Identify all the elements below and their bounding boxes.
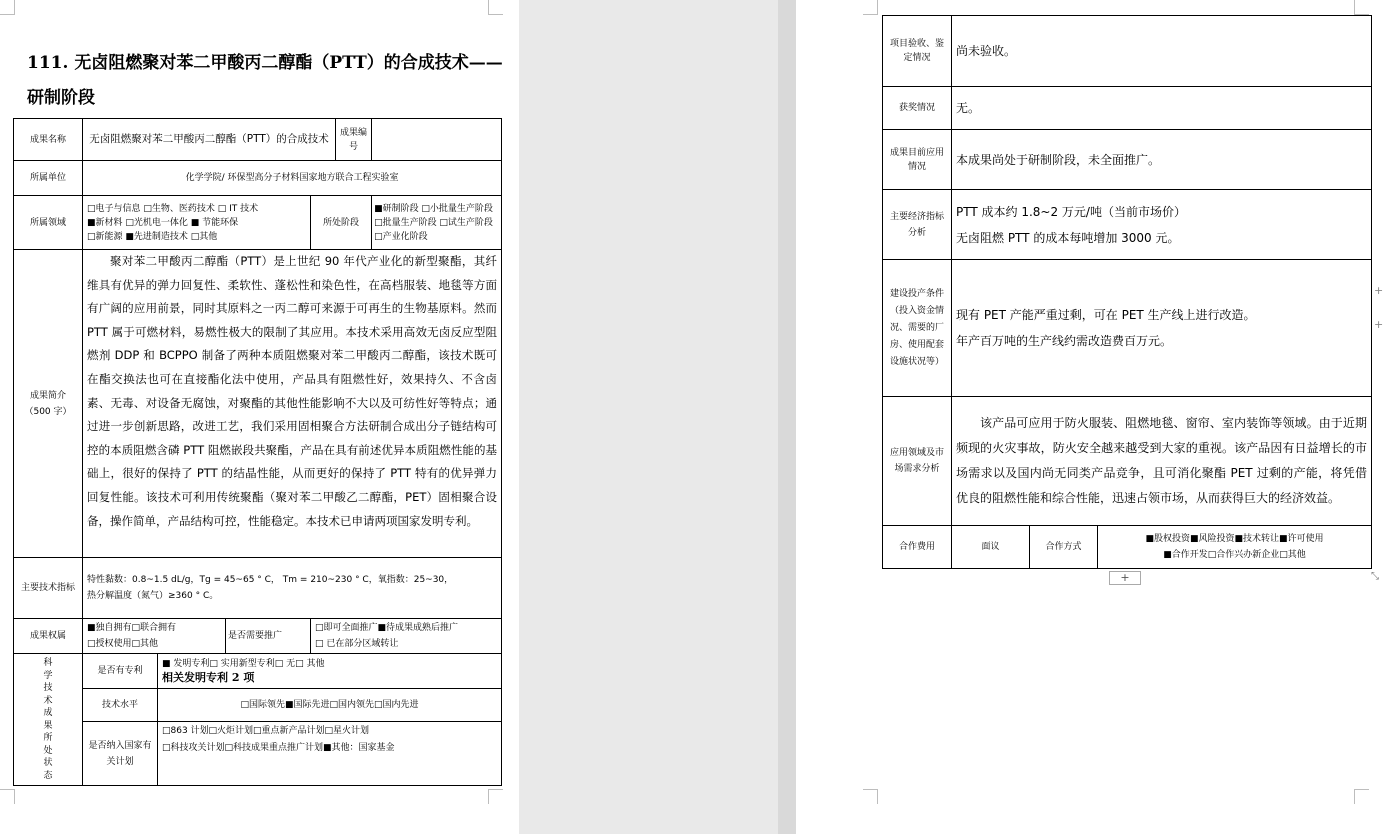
accept-value[interactable]: 尚未验收。 <box>952 16 1372 87</box>
promo-line: □即可全面推广■待成果成熟后推广 <box>315 623 459 633</box>
stage-line: ■研制阶段 □小批量生产阶段 <box>374 203 493 214</box>
patent-options[interactable] <box>158 654 502 689</box>
invest-label: 建设投产条件（投入资金情况、需要的厂房、使用配套设施状况等） <box>883 260 952 397</box>
intro-label: 成果简介（500 字） <box>14 250 83 558</box>
econ-line: PTT 成本约 1.8~2 万元/吨（当前市场价） <box>956 204 1186 219</box>
promo-label: 是否需要推广 <box>226 619 311 654</box>
app-value[interactable]: 本成果尚处于研制阶段，未全面推广。 <box>952 130 1372 190</box>
unit-value[interactable]: 化学学院/ 环保型高分子材料国家地方联合工程实验室 <box>83 161 502 196</box>
crop-mark <box>488 789 503 804</box>
crop-mark <box>863 789 878 804</box>
intro-text[interactable]: 聚对苯二甲酸丙二醇酯（PTT）是上世纪 90 年代产业化的新型聚酯，其纤维具有优异的弹力回复性、柔软性、蓬松性和染色性，在高档服装、地毯等方面有广阔的应用前景，同时其原料之一丙二醇可来源于可再生的生物基原料。然而 PTT 属于可燃材料，易燃性极大的限制了其应用。本技术采用高效无卤反应型阻燃剂 DDP 和 BCPPO 制备了两种本质阻燃聚对苯二甲酸丙二醇酯，该技术既可在酯交换法也可在直接酯化法中使用，产品具有阻燃性好，效果持久、不含卤素、无毒、对设备无腐蚀，对聚酯的其他性能影响不大以及可纺性好等特点；通过进一步创新思路，改进工艺，我们采用固相聚合方法研制合成出分子链结构可控的本质阻燃含磷 PTT 阻燃嵌段共聚酯，产品在具有前述优异本质阻燃性能的基础上，很好的保持了 PTT 的结晶性能，从而更好的保持了 PTT 特有的优异弹力回复性能。该技术可利用传统聚酯（聚对苯二甲酸乙二醇酯，PET）固相聚合设备，操作简单，产品结构可控，性能稳定。本技术已申请两项国家发明专利。 <box>83 250 502 558</box>
crop-mark <box>863 0 878 15</box>
tech-line: 热分解温度（氮气）≥360 ° C。 <box>87 591 219 601</box>
invest-line: 年产百万吨的生产线约需改造费百万元。 <box>956 334 1173 348</box>
field-options[interactable] <box>83 196 311 250</box>
crop-mark <box>488 0 503 15</box>
coop-options[interactable] <box>1098 526 1372 569</box>
crop-mark <box>0 0 15 15</box>
level-options[interactable]: □国际领先■国际先进□国内领先□国内先进 <box>158 689 502 722</box>
name-value[interactable]: 无卤阻燃聚对苯二甲酸丙二醇酯（PTT）的合成技术 <box>83 119 336 161</box>
rights-line: ■独自拥有□联合拥有 <box>87 623 177 633</box>
stage-options[interactable] <box>372 196 502 250</box>
coop-label: 合作方式 <box>1030 526 1098 569</box>
field-line: ■新材料 □光机电一体化 ■ 节能环保 <box>87 217 239 228</box>
fee-value[interactable]: 面议 <box>952 526 1030 569</box>
document-title: 111. 无卤阻燃聚对苯二甲酸丙二醇酯（PTT）的合成技术——研制阶段 <box>27 53 503 108</box>
rights-line: □授权使用□其他 <box>87 639 159 649</box>
crop-mark <box>1354 789 1369 804</box>
tech-line: 特性黏数：0.8~1.5 dL/g，Tg = 45~65 ° C， Tm = 210~230 ° C，氧指数：25~30， <box>87 575 454 585</box>
market-value[interactable]: 该产品可应用于防火服装、阻燃地毯、窗帘、室内装饰等领域。由于近期频现的火灾事故，防火安全越来越受到大家的重视。该产品因有日益增长的市场需求以及国内尚无同类产品竞争，且可消化聚酯 PET 过剩的产能，将凭借优良的阻燃性能和综合性能，迅速占领市场，从而获得巨大的经济效益。 <box>952 397 1372 526</box>
code-label: 成果编号 <box>336 119 372 161</box>
patent-line: ■ 发明专利□ 实用新型专利□ 无□ 其他 <box>162 659 325 669</box>
stage-label: 所处阶段 <box>311 196 372 250</box>
add-row-button[interactable]: + <box>1109 571 1141 585</box>
promo-line: □ 已在部分区域转让 <box>315 639 399 649</box>
rights-label: 成果权属 <box>14 619 83 654</box>
patent-label: 是否有专利 <box>83 654 158 689</box>
tech-label: 主要技术指标 <box>14 558 83 619</box>
name-label: 成果名称 <box>14 119 83 161</box>
tech-value[interactable] <box>83 558 502 619</box>
table-resize-icon[interactable]: ⤡ <box>1371 571 1379 582</box>
field-line: □新能源 ■先进制造技术 □其他 <box>87 231 218 242</box>
invest-line: 现有 PET 产能严重过剩，可在 PET 生产线上进行改造。 <box>956 308 1256 322</box>
status-label-cell <box>14 654 83 786</box>
crop-mark <box>1354 0 1369 15</box>
field-line: □电子与信息 □生物、医药技术 □ IT 技术 <box>87 203 259 214</box>
coop-line: ■股权投资■风险投资■技术转让■许可使用 <box>1145 534 1324 544</box>
crop-mark <box>0 789 15 804</box>
status-label: 科学技术成果所处状态 <box>43 658 53 781</box>
level-label: 技术水平 <box>83 689 158 722</box>
econ-value[interactable] <box>952 190 1372 260</box>
econ-line: 无卤阻燃 PTT 的成本每吨增加 3000 元。 <box>956 230 1180 245</box>
plan-line: □科技攻关计划□科技成果重点推广计划■其他：国家基金 <box>162 743 395 753</box>
stage-line: □产业化阶段 <box>374 231 428 242</box>
unit-label: 所属单位 <box>14 161 83 196</box>
code-value[interactable] <box>372 119 502 161</box>
app-label: 成果目前应用情况 <box>883 130 952 190</box>
page-gap <box>778 0 796 834</box>
accept-label: 项目验收、鉴定情况 <box>883 16 952 87</box>
rights-options[interactable] <box>83 619 226 654</box>
market-label: 应用领域及市场需求分析 <box>883 397 952 526</box>
patent-count: 相关发明专利 2 项 <box>162 671 255 684</box>
plan-label: 是否纳入国家有关计划 <box>83 722 158 786</box>
add-column-icon[interactable]: + <box>1374 318 1383 331</box>
add-column-icon[interactable]: + <box>1374 284 1383 297</box>
coop-line: ■合作开发□合作兴办新企业□其他 <box>1163 550 1306 560</box>
achievement-table-continued <box>882 15 1372 569</box>
invest-value[interactable] <box>952 260 1372 397</box>
fee-label: 合作费用 <box>883 526 952 569</box>
achievement-table <box>13 118 502 786</box>
award-value[interactable]: 无。 <box>952 87 1372 130</box>
plan-line: □863 计划□火炬计划□重点新产品计划□星火计划 <box>162 726 370 736</box>
promo-options[interactable] <box>311 619 502 654</box>
stage-line: □批量生产阶段 □试生产阶段 <box>374 217 493 228</box>
econ-label: 主要经济指标分析 <box>883 190 952 260</box>
field-label: 所属领域 <box>14 196 83 250</box>
plan-options[interactable] <box>158 722 502 786</box>
award-label: 获奖情况 <box>883 87 952 130</box>
